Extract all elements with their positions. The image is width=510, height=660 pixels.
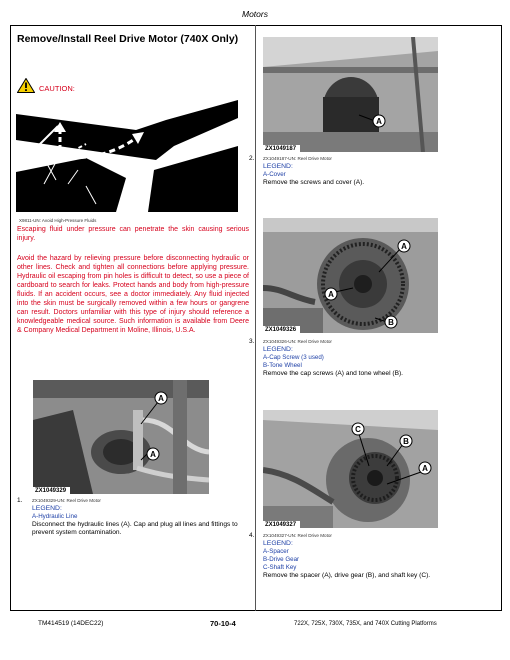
- warning-triangle-icon: [17, 78, 35, 98]
- footer-manual-id: TM414519 (14DEC22): [38, 620, 104, 627]
- step-2-figure-id: ZX1049187: [263, 145, 300, 152]
- section-title: Remove/Install Reel Drive Motor (740X Only): [17, 33, 239, 45]
- step-1-number: 1.: [17, 497, 23, 504]
- step-3: [249, 338, 499, 378]
- step-2-legend-item: A-Cover: [263, 171, 286, 178]
- step-1-photo: [33, 380, 209, 494]
- warning-body-text: Avoid the hazard by relieving pressure before disconnecting hydraulic or other lines. Check and tighten all connections before applying pressure. Hydraulic oil escaping from pin holes is difficult to detect, so use a piece of cardboard to search for leaks. Protect hands and body from high-pressure fluids. If an accident occurs, see a doctor immediately. Any fluid injected into the skin must be surgically removed within a few hours or gangrene can result. Doctors unfamiliar with this type of injury should reference a knowledgeable medical source. Such information is available from Deere & Company Medical Department in Moline, Illinois, U.S.A.: [17, 255, 249, 334]
- step-4-legend-title: LEGEND:: [263, 540, 293, 547]
- step-3-legend-item-b: B-Tone Wheel: [263, 362, 302, 369]
- step-3-callout-a-2: A: [328, 290, 334, 299]
- step-4-photo: [263, 410, 438, 528]
- step-3-callout-b: B: [388, 318, 394, 327]
- step-1-caption: ZX1049329-UN: Reel Drive Motor: [32, 498, 101, 503]
- step-2-photo: [263, 37, 438, 152]
- step-1-instruction: Disconnect the hydraulic lines (A). Cap and plug all lines and fittings to prevent system contamination.: [32, 521, 238, 536]
- step-4-figure-id: ZX1049327: [263, 521, 300, 528]
- step-4-callout-a: A: [422, 464, 428, 473]
- footer-page-number: 70-10-4: [210, 619, 236, 628]
- step-3-caption: ZX1049326-UN: Reel Drive Motor: [263, 339, 332, 344]
- step-2-caption: ZX1049187-UN: Reel Drive Motor: [263, 156, 332, 161]
- step-4-callout-b: B: [403, 437, 409, 446]
- step-1-callout-a-1: A: [158, 394, 164, 403]
- step-3-legend-item-a: A-Cap Screw (3 used): [263, 354, 324, 361]
- high-pressure-fluid-illustration: [16, 100, 238, 212]
- step-2-number: 2.: [249, 155, 255, 162]
- step-1-legend-title: LEGEND:: [32, 505, 62, 512]
- step-2: [249, 155, 499, 187]
- step-3-photo: [263, 218, 438, 333]
- step-3-number: 3.: [249, 338, 255, 345]
- step-2-legend-title: LEGEND:: [263, 163, 293, 170]
- step-2-instruction: Remove the screws and cover (A).: [263, 179, 365, 186]
- step-4: [249, 532, 499, 580]
- step-1: [17, 497, 249, 537]
- caution-label: CAUTION:: [39, 83, 75, 93]
- caution-row: [17, 80, 75, 96]
- column-divider: [255, 25, 256, 611]
- step-3-figure-id: ZX1049326: [263, 326, 300, 333]
- page-header-title: Motors: [242, 9, 268, 19]
- step-3-callout-a-1: A: [401, 242, 407, 251]
- step-4-legend-item-c: C-Shaft Key: [263, 564, 297, 571]
- warning-lead-text: Escaping fluid under pressure can penetrate the skin causing serious injury.: [17, 226, 249, 242]
- step-4-callout-c: C: [355, 425, 361, 434]
- step-4-legend-item-a: A-Spacer: [263, 548, 289, 555]
- step-3-instruction: Remove the cap screws (A) and tone wheel (B).: [263, 370, 403, 377]
- step-4-number: 4.: [249, 532, 255, 539]
- step-1-callout-a-2: A: [150, 450, 156, 459]
- step-2-callout-a: A: [376, 117, 382, 126]
- warning-figure-caption: X9811-UN: Avoid High-Pressure Fluids: [19, 218, 97, 223]
- step-4-instruction: Remove the spacer (A), drive gear (B), and shaft key (C).: [263, 572, 431, 579]
- footer-models: 722X, 725X, 730X, 735X, and 740X Cutting Platforms: [294, 621, 437, 627]
- step-3-legend-title: LEGEND:: [263, 346, 293, 353]
- step-4-caption: ZX1049327-UN: Reel Drive Motor: [263, 533, 332, 538]
- step-4-legend-item-b: B-Drive Gear: [263, 556, 300, 563]
- step-1-legend-item: A-Hydraulic Line: [32, 513, 78, 520]
- step-1-figure-id: ZX1049329: [33, 487, 70, 494]
